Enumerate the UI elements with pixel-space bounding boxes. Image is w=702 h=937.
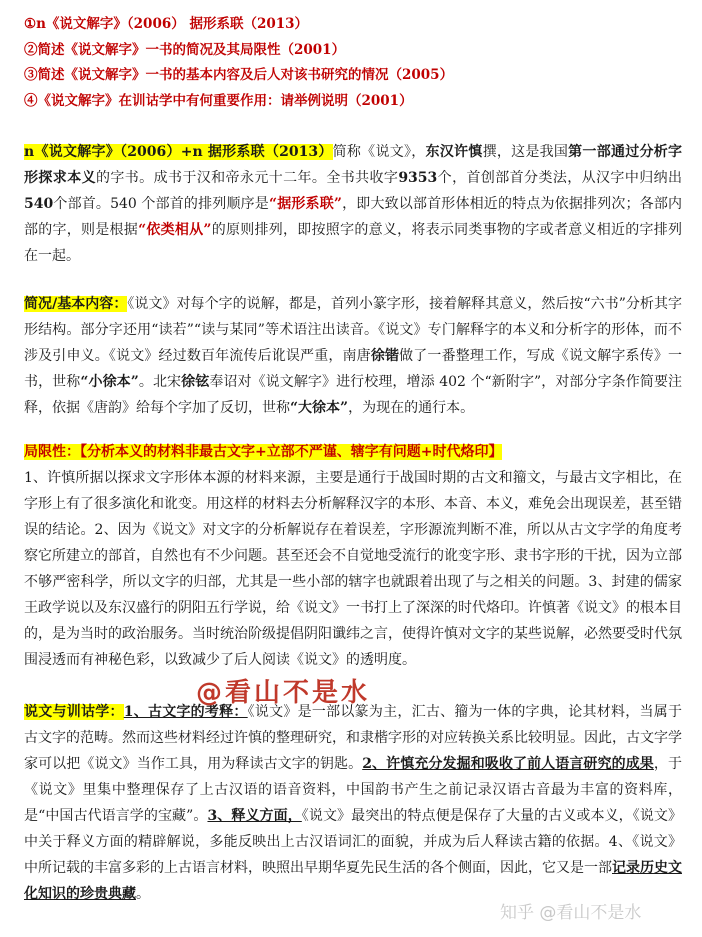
exam-questions <box>24 12 682 114</box>
definition-paragraph: n《说文解字》（2006）+n 据形系联（2013）简称《说文》，东汉许慎撰，这是我国第一部通过分析字形探求本义的字书。成书于汉和帝永元十二年。全书共收字9353个，首创部首分类法，从汉字中归纳出540个部首。540 个部首的排列顺序是“据形系联”，即大致以部首形体相近的特点为依据排列次；各部内部的字，则是根据“依类相从”的原则排列，即按照字的意义，将表示同类事物的字或者意义相近的字排列在一起。 <box>24 144 683 264</box>
bold-term: “小徐本” <box>80 374 139 390</box>
underlined-heading: 3、释义方面， <box>207 808 302 824</box>
question-line: ④《说文解字》在训诂学中有何重要作用：请举例说明（2001） <box>24 92 413 109</box>
document-page <box>24 12 682 907</box>
section-label: n《说文解字》（2006）+n 据形系联（2013） <box>24 144 333 160</box>
section-label: 简况/基本内容： <box>24 296 128 312</box>
zhihu-watermark: 知乎 @看山不是水 <box>500 903 642 923</box>
exegesis-paragraph: 说文与训诂学：1、古文字的考释：《说文》是一部以篆为主，汇古、籀为一体的字典，论其材料，当属于古文字的范畴。然而这些材料经过许慎的整理研究，和隶楷字形的对应转换关系比较明显。因此，古文字学家可以把《说文》当作工具，用为释读古文字的钥匙。2、许慎充分发掘和吸收了前人语言研究的成果，于《说文》里集中整理保存了上古汉语的语音资料，中国韵书产生之前记录汉语古音最为丰富的资料库，是“中国古代语言学的宝藏”。3、释义方面，《说文》最突出的特点便是保存了大量的古义或本义，《说文》中关于释义方面的精辟解说，多能反映出上古汉语词汇的面貌，并成为后人释读古籍的依据。4、《说文》中所记载的丰富多彩的上古语言材料，映照出早期华夏先民生活的各个侧面，因此，它又是一部记录历史文化知识的珍贵典藏。 <box>24 704 683 902</box>
underlined-heading: 记录历史文化知识的珍贵典藏 <box>24 860 682 902</box>
bold-term: 徐锴 <box>370 348 400 364</box>
bold-term: 第一部通过分析字形探求本义 <box>24 144 683 186</box>
center-watermark: @看山不是水 <box>196 678 371 708</box>
bold-term: 9353 <box>398 170 438 186</box>
red-term: “据形系联” <box>268 196 342 212</box>
bold-term: 徐铉 <box>181 374 210 390</box>
question-line: ②简述《说文解字》一书的简况及其局限性（2001） <box>24 41 346 58</box>
section-label: 说文与训诂学： <box>24 704 124 720</box>
limitations-heading <box>24 439 682 465</box>
underlined-heading: 1、古文字的考释： <box>123 704 248 720</box>
limitations-paragraph: 1、许慎所据以探求文字形体本源的材料来源，主要是通行于战国时期的古文和籀文，与最古文字相比，在字形上有了很多演化和讹变。用这样的材料去分析解释汉字的本形、本音、本义，难免会出现误差，甚至错误的结论。2、因为《说文》对文字的分析解说存在着误差，字形源流判断不准，所以从古文字学的角度考察它所建立的部首，自然也有不少问题。甚至还会不自觉地受流行的讹变字形、隶书字形的干扰，因为立部不够严密科学，所以文字的归部，尤其是一些小部的辖字也就跟着出现了与之相关的问题。3、封建的儒家王政学说以及东汉盛行的阴阳五行学说，给《说文》一书打上了深深的时代烙印。许慎著《说文》的根本目的，是为当时的政治服务。当时统治阶级提倡阴阳谶纬之言，使得许慎对文字的某些说解，必然要受时代氛围浸透而有神秘色彩，以致减少了后人阅读《说文》的透明度。 <box>24 470 682 668</box>
question-line: ①n《说文解字》（2006） 据形系联（2013） <box>24 16 309 32</box>
question-line: ③简述《说文解字》一书的基本内容及后人对该书研究的情况（2005） <box>24 67 454 83</box>
bold-term: 东汉许慎 <box>425 144 483 160</box>
red-term: “依类相从” <box>138 222 212 238</box>
bold-term: “大徐本” <box>290 400 349 416</box>
section-label: 局限性：【分析本义的材料非最古文字+立部不严谨、辖字有问题+时代烙印】 <box>24 444 503 460</box>
underlined-heading: 2、许慎充分发掘和吸收了前人语言研究的成果 <box>362 756 654 772</box>
bold-term: 540 <box>24 196 54 212</box>
content-paragraph: 简况/基本内容：《说文》对每个字的说解，都是，首列小篆字形，接着解释其意义，然后按“六书”分析其字形结构。部分字还用“读若”“读与某同”等术语注出读音。《说文》专门解释字的本义和分析字的形体，而不涉及引申义。《说文》经过数百年流传后讹误严重，南唐徐锴做了一番整理工作，写成《说文解字系传》一书，世称“小徐本”。北宋徐铉奉诏对《说文解字》进行校理，增添 402 个“新附字”，对部分字条作简要注释，依据《唐韵》给每个字加了反切，世称“大徐本”，为现在的通行本。 <box>24 296 683 416</box>
